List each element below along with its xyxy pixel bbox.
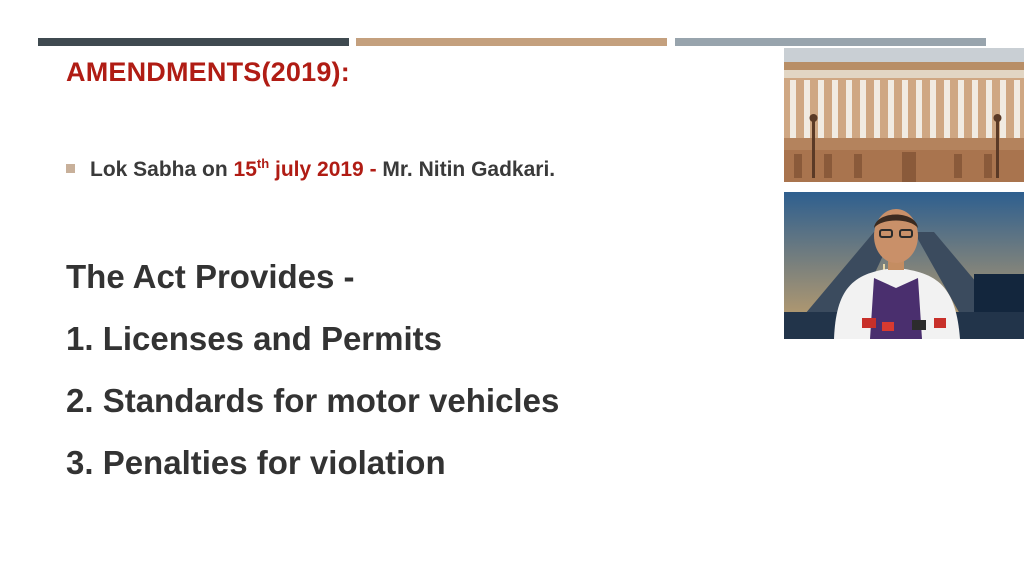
list-item-penalties: 3. Penalties for violation <box>66 444 446 481</box>
bullet-item <box>66 158 555 182</box>
bullet-date-rest: july 2019 - <box>269 158 383 181</box>
parliament-photo <box>784 48 1024 182</box>
bullet-text-lok-sabha: Lok Sabha on <box>90 158 228 181</box>
slide-title: AMENDMENTS(2019): <box>66 57 350 87</box>
parliament-building-illustration <box>784 48 1024 182</box>
accent-bar-grey <box>675 38 986 46</box>
minister-press-conference-illustration <box>784 192 1024 339</box>
bullet-date-day: 15 <box>233 158 257 181</box>
act-provides-heading: The Act Provides - <box>66 258 355 295</box>
accent-bar-tan <box>356 38 667 46</box>
bullet-date-suffix: th <box>256 156 270 171</box>
accent-bar-dark <box>38 38 349 46</box>
bullet-date <box>234 158 383 182</box>
bullet-text-minister: Mr. Nitin Gadkari. <box>382 158 556 181</box>
square-bullet-icon <box>66 164 75 173</box>
list-item-licenses: 1. Licenses and Permits <box>66 320 443 357</box>
minister-photo <box>784 192 1024 339</box>
list-item-standards: 2. Standards for motor vehicles <box>66 382 560 419</box>
